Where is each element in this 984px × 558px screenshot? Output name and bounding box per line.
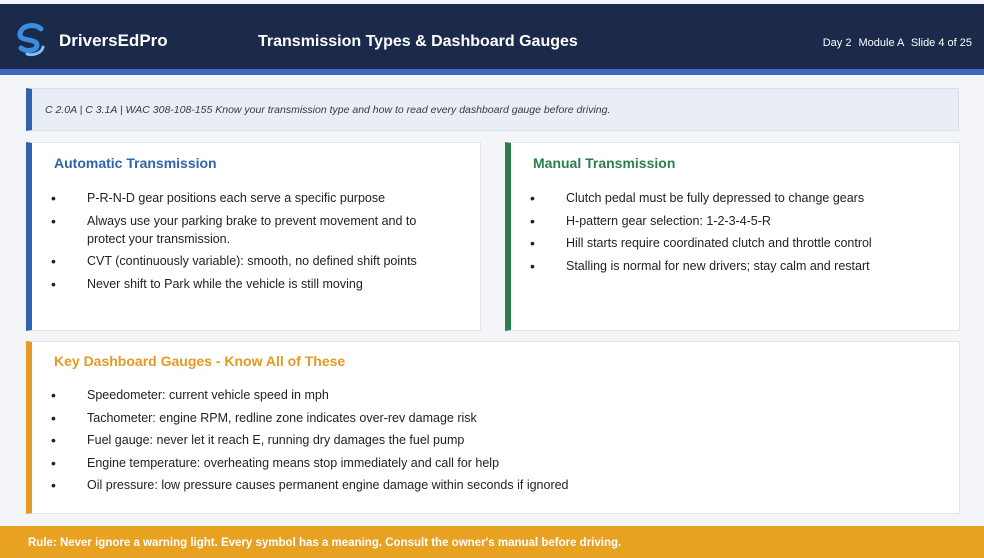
slide-number: Slide 4 of 25 [910, 37, 972, 49]
day-label: Day 2 [822, 37, 852, 49]
list-item: • Hill starts require coordinated clutch and throttle control [511, 234, 872, 252]
list-item: • Always use your parking brake to prevent movement and to protect your transmission. [32, 212, 447, 248]
stylized-s-logo-icon [15, 23, 47, 57]
list-item: • Speedometer: current vehicle speed in mph [32, 386, 569, 404]
list-item: • Stalling is normal for new drivers; stay calm and restart [511, 257, 872, 275]
dashboard-gauges-card [26, 341, 960, 514]
list-item: • Clutch pedal must be fully depressed to change gears [511, 189, 872, 207]
standards-banner [26, 88, 959, 131]
card-title: Key Dashboard Gauges - Know All of These [54, 353, 346, 369]
manual-transmission-card [505, 142, 960, 331]
card-title: Manual Transmission [533, 155, 676, 171]
bullet-list [511, 189, 872, 279]
list-item: • Fuel gauge: never let it reach E, running dry damages the fuel pump [32, 431, 569, 449]
automatic-transmission-card [26, 142, 481, 331]
card-title: Automatic Transmission [54, 155, 217, 171]
footer-text: Rule: Never ignore a warning light. Every symbol has a meaning. Consult the owner's manual before driving. [28, 537, 622, 549]
list-item: • Oil pressure: low pressure causes permanent engine damage within seconds if ignored [32, 476, 569, 494]
slide-title: Transmission Types & Dashboard Gauges [258, 33, 578, 50]
standards-text: C 2.0A | C 3.1A | WAC 308-108-155 Know your transmission type and how to read every dashboard gauge before driving. [45, 104, 611, 116]
bullet-list [32, 189, 447, 297]
module-label: Module A [858, 37, 904, 49]
brand-name: DriversEdPro [59, 31, 168, 50]
bullet-list [32, 386, 569, 499]
footer-rule-banner [0, 526, 984, 558]
list-item: • CVT (continuously variable): smooth, no defined shift points [32, 252, 447, 270]
list-item: • Engine temperature: overheating means stop immediately and call for help [32, 454, 569, 472]
list-item: • P-R-N-D gear positions each serve a specific purpose [32, 189, 447, 207]
header-accent-stripe [0, 69, 984, 75]
slide-info [819, 37, 972, 49]
list-item: • H-pattern gear selection: 1-2-3-4-5-R [511, 212, 872, 230]
header-bar [0, 4, 984, 69]
list-item: • Tachometer: engine RPM, redline zone indicates over-rev damage risk [32, 409, 569, 427]
list-item: • Never shift to Park while the vehicle is still moving [32, 275, 447, 293]
